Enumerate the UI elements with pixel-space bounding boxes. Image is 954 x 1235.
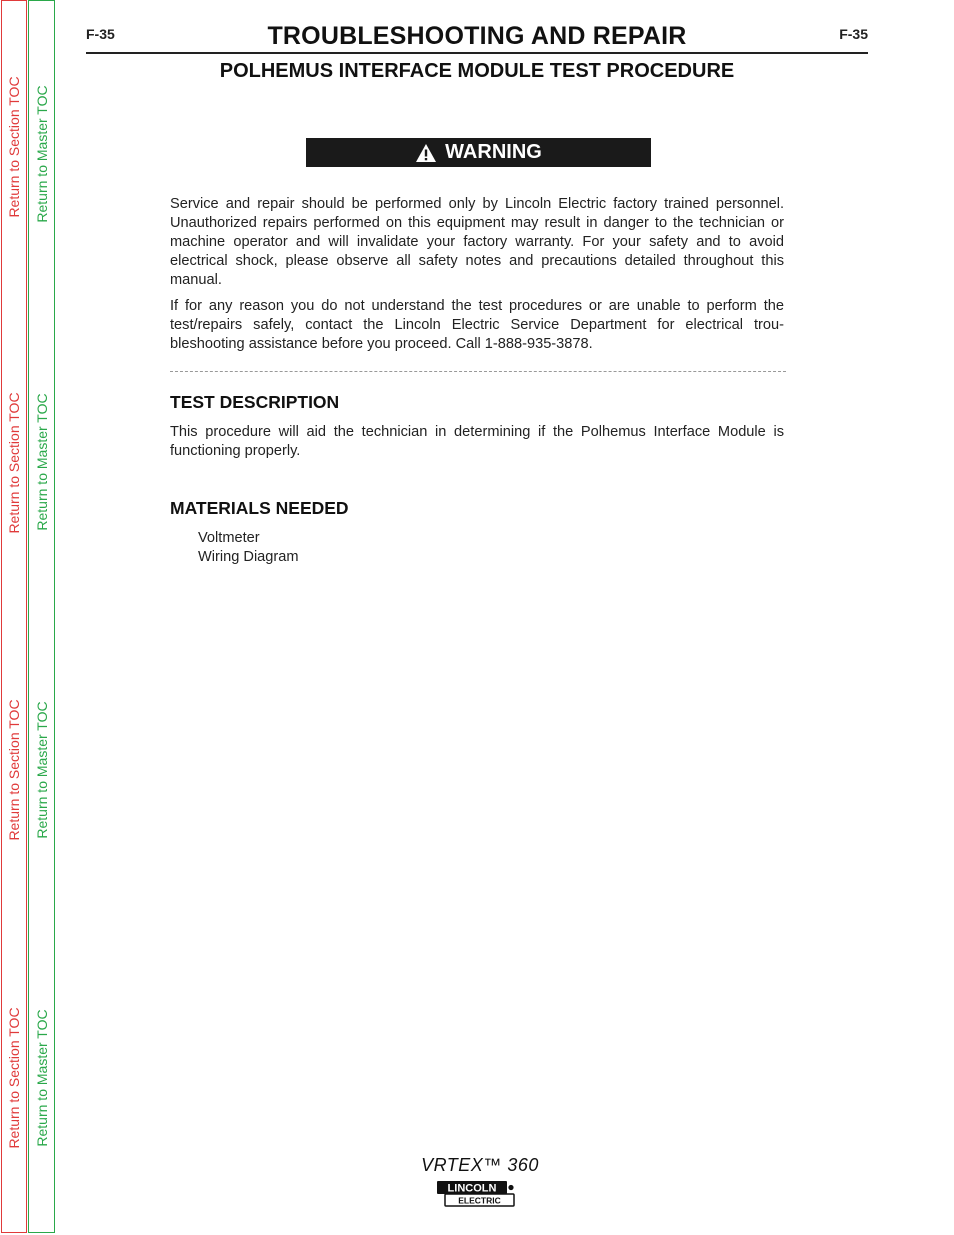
materials-heading: MATERIALS NEEDED: [170, 498, 349, 518]
logo-text-bottom: ELECTRIC: [458, 1195, 501, 1206]
warning-triangle-icon: [415, 143, 437, 163]
procedure-title: POLHEMUS INTERFACE MODULE TEST PROCEDURE: [219, 60, 735, 82]
return-to-master-toc-link[interactable]: Return to Master TOC: [33, 701, 50, 839]
lincoln-electric-logo: [436, 1180, 516, 1208]
header-divider: [86, 52, 868, 54]
page-number-right: F-35: [839, 26, 868, 42]
warning-banner: [306, 138, 651, 167]
return-to-master-toc-link[interactable]: Return to Master TOC: [33, 1009, 50, 1147]
section-toc-strip: [1, 0, 27, 1233]
return-to-master-toc-link[interactable]: Return to Master TOC: [33, 85, 50, 223]
page-number-left: F-35: [86, 26, 115, 42]
test-description-text: This procedure will aid the technician in determining if the Polhemus Interface Module is functioning properly.: [170, 424, 784, 459]
materials-list: [198, 529, 299, 566]
return-to-section-toc-link[interactable]: Return to Section TOC: [6, 1007, 22, 1149]
list-item: Wiring Diagram: [198, 548, 299, 565]
warning-paragraph: If for any reason you do not understand the test procedures or are unable to perform the test/repairs safely, contact the Lincoln Electric Service Department for electrical trou-bleshooting assistance before you proceed. Call 1-888-935-3878.: [170, 298, 784, 352]
warning-paragraph: Service and repair should be performed only by Lincoln Electric factory trained personnel. Unauthorized repairs performed on this equipment may result in danger to the technician or machine operator and will invalidate your factory warranty. For your safety and to avoid electrical shock, please observe all safety notes and precautions detailed throughout this manual.: [170, 196, 784, 288]
master-toc-strip: [28, 0, 55, 1233]
return-to-section-toc-link[interactable]: Return to Section TOC: [6, 392, 22, 534]
test-description-heading: TEST DESCRIPTION: [170, 392, 340, 412]
warning-label: WARNING: [445, 141, 542, 163]
logo-text-top: LINCOLN: [447, 1182, 497, 1195]
list-item: Voltmeter: [198, 530, 260, 546]
model-name: VRTEX™ 360: [421, 1155, 539, 1175]
return-to-section-toc-link[interactable]: Return to Section TOC: [6, 699, 22, 841]
return-to-master-toc-link[interactable]: Return to Master TOC: [33, 393, 50, 531]
return-to-section-toc-link[interactable]: Return to Section TOC: [6, 76, 22, 218]
section-divider: [170, 371, 786, 372]
page-title: TROUBLESHOOTING AND REPAIR: [267, 22, 687, 50]
